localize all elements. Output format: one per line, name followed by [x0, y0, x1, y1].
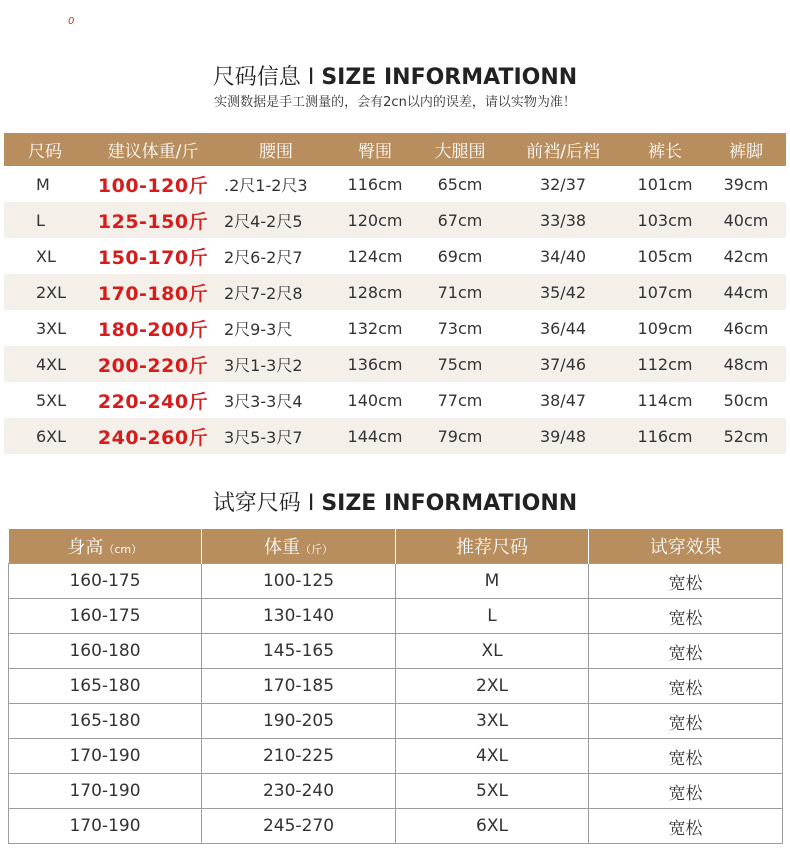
- cell-weight: 240-260斤: [86, 418, 220, 454]
- cell-hem: 40cm: [706, 202, 786, 238]
- cell-recommended-size: 4XL: [396, 739, 589, 774]
- cell-thigh: 73cm: [437, 318, 483, 338]
- cell-fit: 宽松: [589, 774, 783, 809]
- section1-title: [0, 60, 790, 91]
- table-row: [4, 382, 786, 418]
- header-weight: 建议体重/斤: [86, 133, 220, 166]
- header-waist: 腰围: [220, 133, 332, 166]
- cell-size: 5XL: [36, 390, 67, 410]
- header-thigh: 大腿围: [418, 133, 502, 166]
- cell-rise: 34/40: [539, 246, 587, 266]
- cell-weight: 170-180斤: [86, 274, 220, 310]
- table-row: [4, 310, 786, 346]
- cell-fit: 宽松: [589, 669, 783, 704]
- cell-waist: 3尺1-3尺2: [220, 346, 332, 382]
- cell-height: 160-180: [9, 634, 202, 669]
- cell-rise: 33/38: [502, 202, 624, 238]
- cell-recommended-size: 6XL: [396, 809, 589, 844]
- cell-hip: 132cm: [347, 318, 403, 338]
- cell-size: 4XL: [4, 346, 86, 382]
- size-info-header-row: [4, 133, 786, 166]
- table-row: [9, 739, 783, 774]
- cell-height: 165-180: [9, 669, 202, 704]
- cell-waist: 3尺3-3尺4: [224, 391, 303, 411]
- cell-recommended-size: 5XL: [396, 774, 589, 809]
- table-row: [9, 774, 783, 809]
- table-row: [9, 809, 783, 844]
- table-row: [9, 704, 783, 739]
- cell-height: 170-190: [9, 774, 202, 809]
- cell-waist: 2尺4-2尺5: [220, 202, 332, 238]
- cell-hem: 48cm: [706, 346, 786, 382]
- cell-waist: 2尺6-2尺7: [224, 247, 303, 267]
- size-info-table: [4, 133, 786, 454]
- cell-hip: 128cm: [332, 274, 418, 310]
- cell-size: M: [36, 174, 50, 194]
- header-body-weight: 体重（斤）: [202, 529, 396, 564]
- cell-waist: .2尺1-2尺3: [224, 175, 308, 195]
- table-row: [9, 599, 783, 634]
- cell-body-weight: 230-240: [202, 774, 396, 809]
- cell-recommended-size: M: [396, 564, 589, 599]
- cell-hip: 116cm: [347, 174, 403, 194]
- section2-title-en: SIZE INFORMATIONN: [321, 491, 578, 516]
- cell-weight: 100-120斤: [97, 174, 209, 197]
- header-recommended-size: 推荐尺码: [396, 529, 589, 564]
- table-row: [9, 634, 783, 669]
- cell-body-weight: 190-205: [202, 704, 396, 739]
- cell-length: 114cm: [637, 390, 693, 410]
- table-row: [4, 202, 786, 238]
- cell-thigh: 75cm: [418, 346, 502, 382]
- cell-recommended-size: XL: [396, 634, 589, 669]
- cell-hem: 52cm: [706, 418, 786, 454]
- cell-weight: 150-170斤: [97, 246, 209, 269]
- cell-hip: 120cm: [332, 202, 418, 238]
- section2-title: [0, 486, 790, 517]
- cell-weight: 200-220斤: [86, 346, 220, 382]
- cell-recommended-size: 2XL: [396, 669, 589, 704]
- cell-size: 6XL: [4, 418, 86, 454]
- cell-weight: 220-240斤: [97, 390, 209, 413]
- cell-rise: 37/46: [502, 346, 624, 382]
- cell-hem: 50cm: [723, 390, 769, 410]
- cell-body-weight: 145-165: [202, 634, 396, 669]
- cell-length: 107cm: [624, 274, 706, 310]
- cell-thigh: 65cm: [437, 174, 483, 194]
- cell-size: XL: [36, 246, 56, 266]
- table-row: [9, 564, 783, 599]
- cell-length: 112cm: [624, 346, 706, 382]
- cell-body-weight: 170-185: [202, 669, 396, 704]
- cell-height: 160-175: [9, 564, 202, 599]
- cell-body-weight: 130-140: [202, 599, 396, 634]
- cell-body-weight: 210-225: [202, 739, 396, 774]
- table-row: [9, 669, 783, 704]
- header-fit-effect: 试穿效果: [589, 529, 783, 564]
- cell-hem: 39cm: [723, 174, 769, 194]
- cell-waist: 3尺5-3尺7: [220, 418, 332, 454]
- cell-hip: 140cm: [347, 390, 403, 410]
- cell-hip: 136cm: [332, 346, 418, 382]
- header-length: 裤长: [624, 133, 706, 166]
- cell-weight: 125-150斤: [86, 202, 220, 238]
- cell-hem: 46cm: [723, 318, 769, 338]
- cell-hip: 144cm: [332, 418, 418, 454]
- table-row: [4, 166, 786, 202]
- corner-mark: 0: [68, 16, 75, 27]
- section1-title-separator: I: [307, 65, 315, 90]
- cell-fit: 宽松: [589, 564, 783, 599]
- table-row: [4, 418, 786, 454]
- cell-hem: 42cm: [723, 246, 769, 266]
- cell-rise: 38/47: [539, 390, 587, 410]
- cell-thigh: 79cm: [418, 418, 502, 454]
- cell-fit: 宽松: [589, 809, 783, 844]
- fit-test-table: [8, 529, 783, 844]
- cell-fit: 宽松: [589, 599, 783, 634]
- cell-recommended-size: L: [396, 599, 589, 634]
- cell-recommended-size: 3XL: [396, 704, 589, 739]
- cell-height: 165-180: [9, 704, 202, 739]
- header-hip: 臀围: [332, 133, 418, 166]
- cell-thigh: 69cm: [437, 246, 483, 266]
- cell-length: 116cm: [624, 418, 706, 454]
- section1-subtitle: 实测数据是手工测量的，会有2cn以内的误差，请以实物为准！: [214, 95, 576, 110]
- cell-fit: 宽松: [589, 739, 783, 774]
- cell-hip: 124cm: [347, 246, 403, 266]
- cell-length: 109cm: [637, 318, 693, 338]
- table-row: [4, 274, 786, 310]
- cell-height: 170-190: [9, 739, 202, 774]
- cell-waist: 2尺7-2尺8: [220, 274, 332, 310]
- cell-size: 2XL: [4, 274, 86, 310]
- table-row: [4, 346, 786, 382]
- cell-rise: 36/44: [539, 318, 587, 338]
- table-row: [4, 238, 786, 274]
- cell-thigh: 71cm: [418, 274, 502, 310]
- cell-fit: 宽松: [589, 634, 783, 669]
- cell-thigh: 77cm: [437, 390, 483, 410]
- cell-fit: 宽松: [589, 704, 783, 739]
- section2-title-cn: 试穿尺码: [212, 491, 301, 516]
- header-hem: 裤脚: [706, 133, 786, 166]
- section1-title-cn: 尺码信息: [212, 65, 301, 90]
- cell-length: 101cm: [637, 174, 693, 194]
- fit-test-header-row: [9, 529, 783, 564]
- cell-weight: 180-200斤: [97, 318, 209, 341]
- cell-size: L: [4, 202, 86, 238]
- header-size: 尺码: [4, 133, 86, 166]
- cell-thigh: 67cm: [418, 202, 502, 238]
- header-rise: 前裆/后档: [502, 133, 624, 166]
- cell-rise: 35/42: [502, 274, 624, 310]
- cell-hem: 44cm: [706, 274, 786, 310]
- cell-waist: 2尺9-3尺: [224, 319, 293, 339]
- section1-title-en: SIZE INFORMATIONN: [321, 65, 578, 90]
- cell-size: 3XL: [36, 318, 67, 338]
- cell-body-weight: 245-270: [202, 809, 396, 844]
- section2-title-separator: I: [307, 491, 315, 516]
- cell-rise: 39/48: [502, 418, 624, 454]
- cell-length: 103cm: [624, 202, 706, 238]
- cell-length: 105cm: [637, 246, 693, 266]
- header-height: 身高（cm）: [9, 529, 202, 564]
- cell-height: 160-175: [9, 599, 202, 634]
- cell-rise: 32/37: [539, 174, 587, 194]
- cell-height: 170-190: [9, 809, 202, 844]
- cell-body-weight: 100-125: [202, 564, 396, 599]
